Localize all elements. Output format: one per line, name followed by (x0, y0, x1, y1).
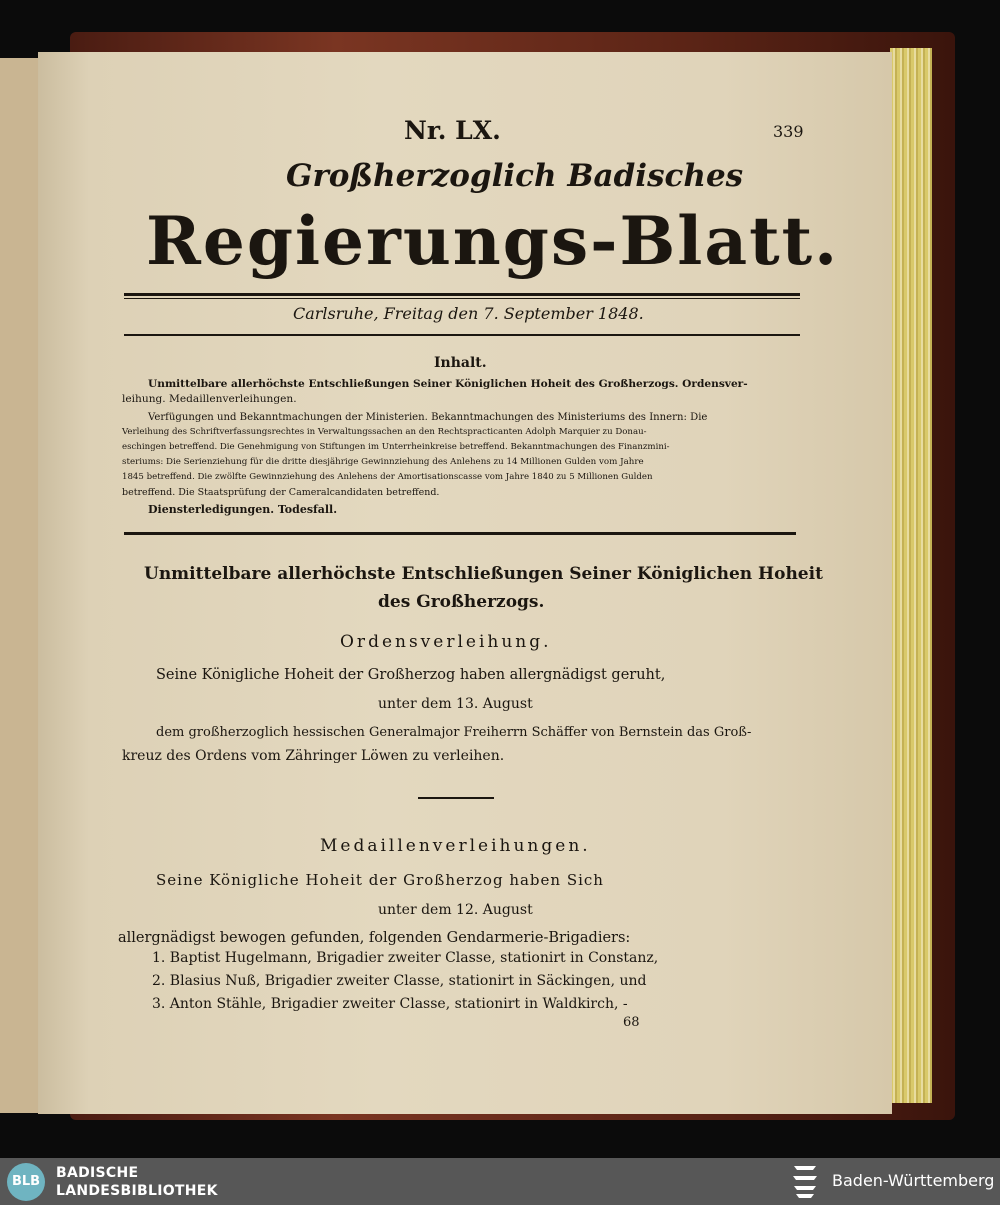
lions-coat-of-arms-icon (790, 1162, 822, 1202)
order-text: Seine Königliche Hoheit der Großherzog haben allergnädigst geruht, (156, 667, 666, 683)
blb-logo[interactable]: BLB (7, 1163, 45, 1201)
gazette-subtitle: Großherzoglich Badisches (286, 158, 744, 194)
page-edges (890, 48, 932, 1103)
order-date: unter dem 13. August (378, 696, 533, 712)
toc-line: Verleihung des Schriftverfassungsrechtes in Verwaltungssachen an den Rechtspracticanten Adolph Marquier zu Donau- (122, 427, 647, 437)
toc-line: steriums: Die Serienziehung für die dritte diesjährige Gewinnziehung des Anlehens zu 14 Millionen Gulden vom Jahre (122, 457, 644, 467)
order-title: Ordensverleihung. (340, 632, 552, 652)
header-rule-top-thin (124, 298, 800, 299)
medal-text: allergnädigst bewogen gefunden, folgenden Gendarmerie-Brigadiers: (118, 930, 631, 946)
medal-date: unter dem 12. August (378, 902, 533, 918)
dateline: Carlsruhe, Freitag den 7. September 1848. (293, 304, 644, 323)
medal-title: Medaillenverleihungen. (320, 836, 591, 856)
order-text: kreuz des Ordens vom Zähringer Löwen zu verleihen. (122, 748, 505, 764)
contents-rule (124, 532, 796, 535)
toc-line: Verfügungen und Bekanntmachungen der Ministerien. Bekanntmachungen des Ministeriums des Innern: Die (148, 412, 708, 423)
library-name[interactable] (56, 1164, 218, 1200)
list-item: 3. Anton Stähle, Brigadier zweiter Classe, stationirt in Waldkirch, - (152, 996, 628, 1012)
toc-line: betreffend. Die Staatsprüfung der Cameralcandidaten betreffend. (122, 487, 440, 498)
toc-line: Diensterledigungen. Todesfall. (148, 503, 338, 516)
toc-line: eschingen betreffend. Die Genehmigung von Stiftungen im Unterrheinkreise betreffend. Bekanntmachungen des Finanzmini- (122, 442, 670, 452)
library-name-line2: LANDESBIBLIOTHEK (56, 1183, 218, 1199)
list-item: 2. Blasius Nuß, Brigadier zweiter Classe, stationirt in Säckingen, und (152, 973, 647, 989)
viewer-footer (0, 1158, 1000, 1205)
gazette-title: Regierungs-Blatt. (146, 202, 840, 280)
header-rule-top (124, 293, 800, 296)
header-rule-bottom (124, 334, 800, 336)
section-heading-cont: des Großherzogs. (378, 592, 545, 612)
state-name[interactable]: Baden-Württemberg (832, 1171, 995, 1190)
section-heading: Unmittelbare allerhöchste Entschließungen Seiner Königlichen Hoheit (144, 564, 823, 584)
document-page (38, 52, 892, 1114)
toc-line: Unmittelbare allerhöchste Entschließungen Seiner Königlichen Hoheit des Großherzogs. Ordensver- (148, 378, 748, 390)
previous-page-edge (0, 58, 40, 1113)
toc-line: 1845 betreffend. Die zwölfte Gewinnziehung des Anlehens der Amortisationscasse vom Jahre 1840 zu 5 Millionen Gulden (122, 472, 653, 482)
section-divider (418, 797, 494, 799)
issue-number: Nr. LX. (404, 116, 501, 145)
order-text: dem großherzoglich hessischen Generalmajor Freiherrn Schäffer von Bernstein das Groß- (156, 725, 752, 740)
library-name-line1: BADISCHE (56, 1165, 139, 1181)
contents-heading: Inhalt. (434, 355, 487, 371)
list-item: 1. Baptist Hugelmann, Brigadier zweiter Classe, stationirt in Constanz, (152, 950, 659, 966)
toc-line: leihung. Medaillenverleihungen. (122, 393, 297, 405)
page-number: 339 (773, 122, 804, 141)
medal-text: Seine Königliche Hoheit der Großherzog haben Sich (156, 871, 604, 889)
signature-mark: 68 (623, 1015, 640, 1030)
